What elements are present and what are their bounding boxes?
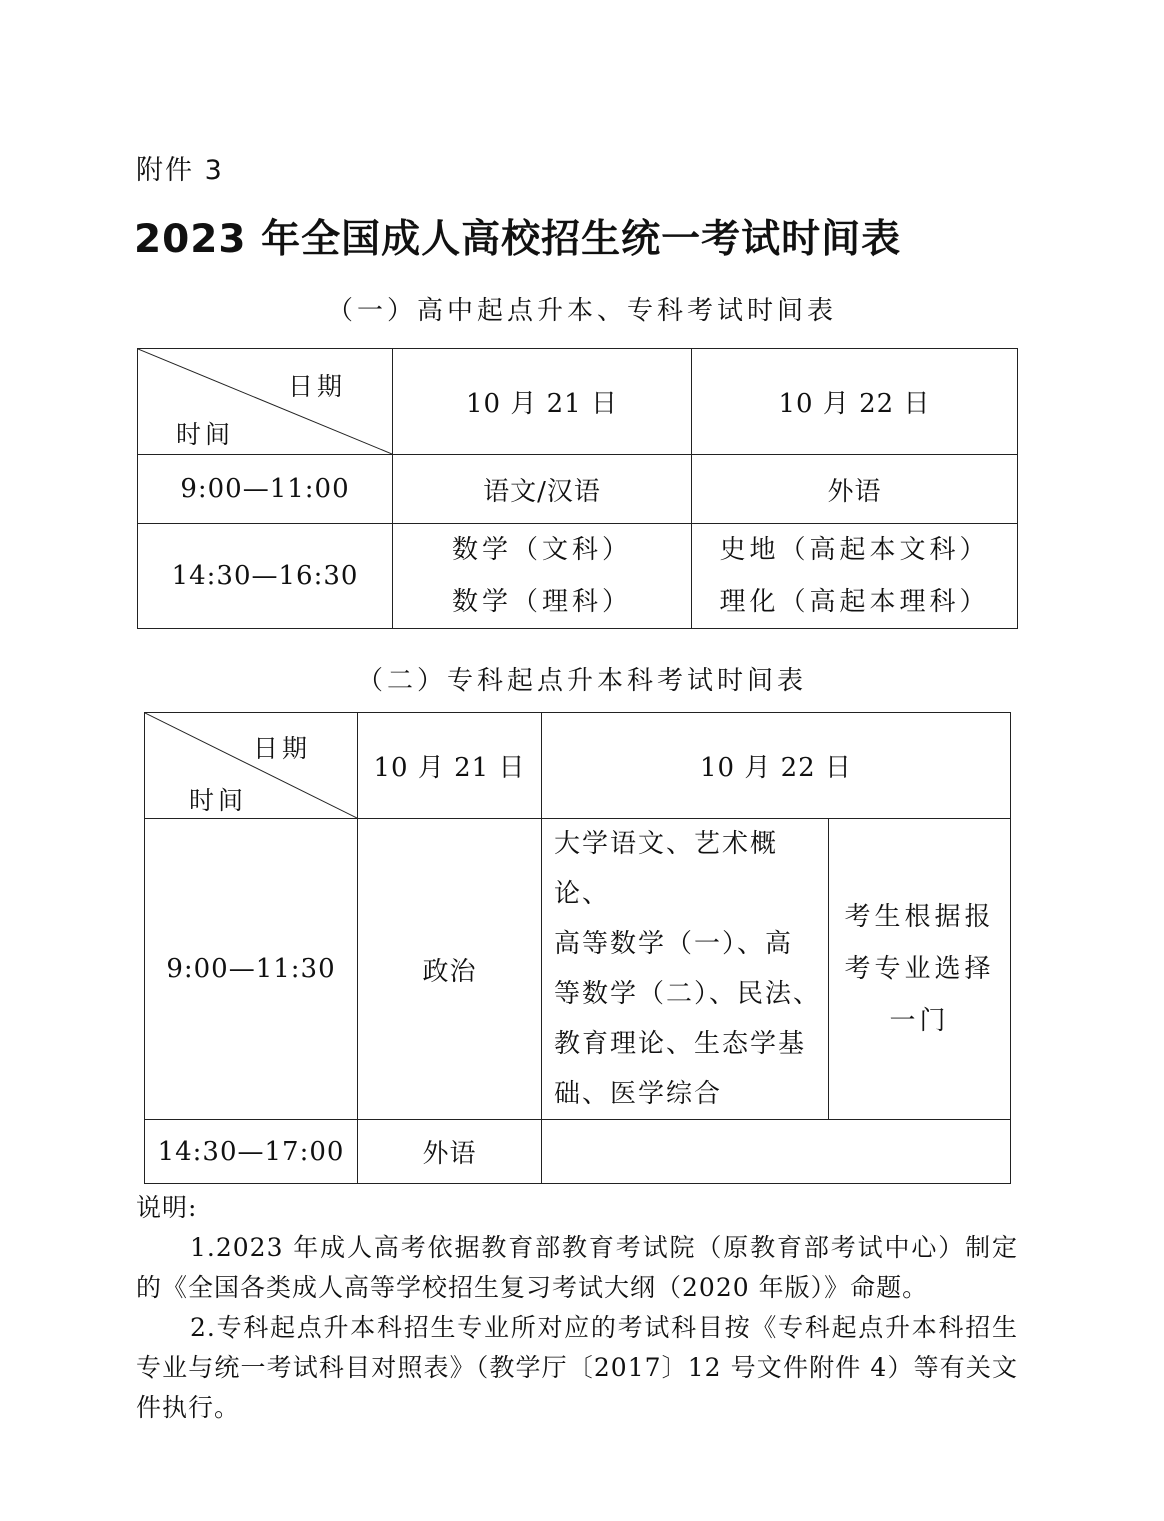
subject-line: 大学语文、艺术概论、 [554, 829, 779, 909]
subject-line: 数学（理科） [451, 587, 632, 617]
subject-cell: 政治 [358, 819, 542, 1120]
diagonal-header-cell [145, 713, 358, 819]
time-cell: 9:00—11:30 [145, 819, 358, 1120]
subject-line: 史地（高起本文科） [719, 535, 990, 565]
subject-line: 高等数学（一）、高 [554, 929, 794, 959]
column-header-day2: 10 月 22 日 [542, 713, 1011, 819]
subject-line: 等数学（二）、民法、 [554, 979, 822, 1009]
subject-line: 理化（高起本理科） [719, 587, 990, 617]
date-label: 日期 [253, 734, 312, 763]
table-row [138, 524, 1018, 629]
subject-cell: 外语 [358, 1120, 542, 1184]
note-line: 考生根据报 [844, 902, 995, 932]
schedule-table-1 [137, 348, 1018, 629]
note-line: 考专业选择 [844, 954, 995, 984]
note-item: 1.2023 年成人高考依据教育部教育考试院（原教育部考试中心）制定的《全国各类成人高等学校招生复习考试大纲（2020 年版）》命题。 [136, 1233, 1018, 1302]
column-header-day1: 10 月 21 日 [393, 349, 692, 455]
notes-section [136, 1188, 1018, 1428]
note-line: 一门 [889, 1006, 950, 1036]
table-row [145, 1120, 1011, 1184]
subject-cell [393, 524, 692, 629]
table-row [145, 819, 1011, 1120]
time-cell: 14:30—16:30 [138, 524, 393, 629]
subject-list-cell [542, 819, 829, 1120]
subject-line: 础、医学综合 [554, 1079, 723, 1109]
section2-subtitle: （二）专科起点升本科考试时间表 [356, 666, 807, 696]
document-title: 2023 年全国成人高校招生统一考试时间表 [134, 217, 902, 262]
time-cell: 14:30—17:00 [145, 1120, 358, 1184]
time-label: 时间 [189, 786, 248, 815]
date-label: 日期 [288, 372, 347, 401]
subject-line: 数学（文科） [451, 535, 632, 565]
column-header-day1: 10 月 21 日 [358, 713, 542, 819]
attachment-label: 附件 3 [136, 155, 224, 186]
subject-cell [692, 524, 1018, 629]
empty-cell [542, 1120, 1011, 1184]
diagonal-line [145, 713, 357, 818]
subject-cell: 语文/汉语 [393, 455, 692, 524]
subject-cell: 外语 [692, 455, 1018, 524]
subject-line: 教育理论、生态学基 [554, 1029, 807, 1059]
diagonal-header-cell [138, 349, 393, 455]
note-cell [829, 819, 1011, 1120]
table-row [138, 455, 1018, 524]
note-item: 2.专科起点升本科招生专业所对应的考试科目按《专科起点升本科招生专业与统一考试科目对照表》（教学厅〔2017〕12 号文件附件 4）等有关文件执行。 [136, 1313, 1018, 1422]
time-cell: 9:00—11:00 [138, 455, 393, 524]
time-label: 时间 [176, 420, 235, 449]
notes-heading: 说明: [136, 1193, 198, 1222]
schedule-table-2 [144, 712, 1011, 1184]
section1-subtitle: （一）高中起点升本、专科考试时间表 [326, 296, 837, 326]
column-header-day2: 10 月 22 日 [692, 349, 1018, 455]
